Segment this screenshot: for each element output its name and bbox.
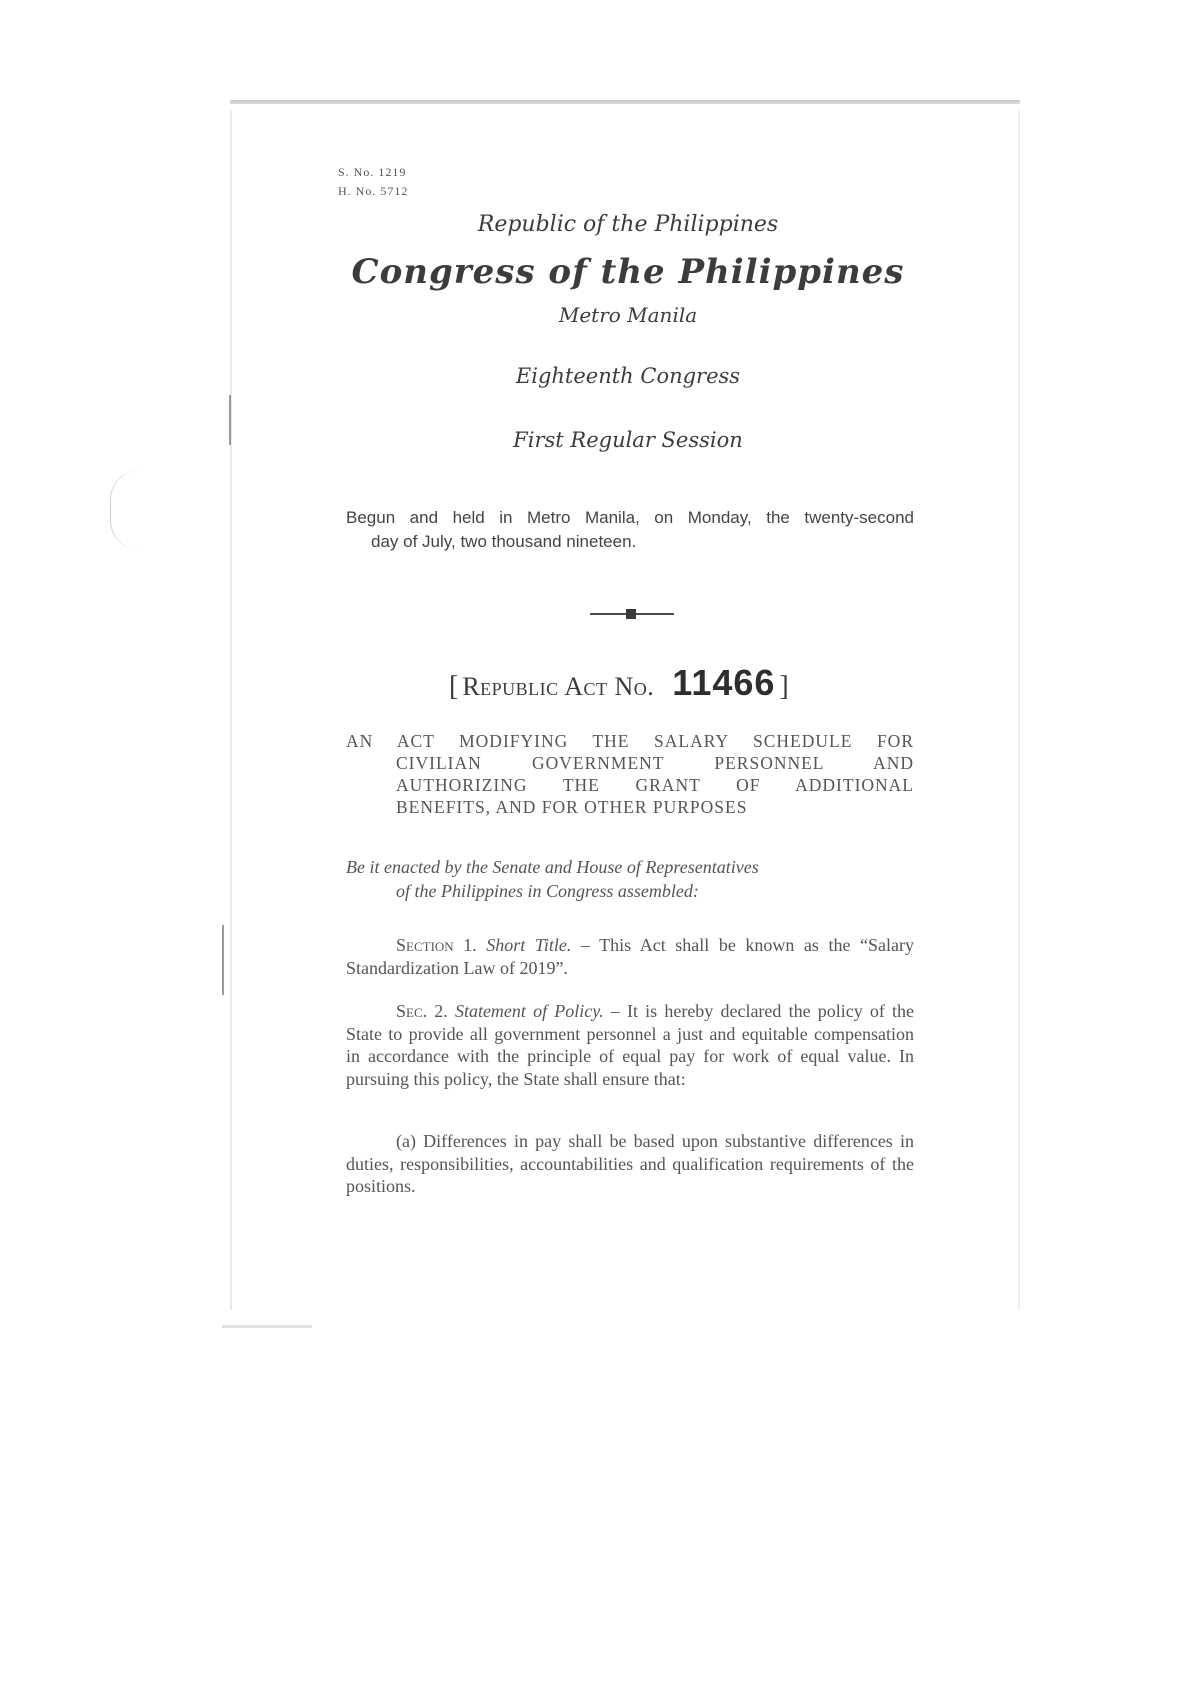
bill-numbers xyxy=(338,163,408,201)
begun-statement xyxy=(346,506,914,554)
act-title xyxy=(346,730,914,818)
section-text: – This Act shall be known as the “Salary Standardization Law of 2019”. xyxy=(346,935,915,978)
scan-margin-mark xyxy=(222,925,224,995)
begun-line: Begun and held in Metro Manila, on Monday, the twenty-second xyxy=(346,508,914,527)
scan-top-edge xyxy=(230,100,1020,104)
section-label: Sec. 2. xyxy=(396,1001,448,1021)
senate-bill-number: S. No. 1219 xyxy=(338,165,407,179)
location-heading: Metro Manila xyxy=(558,303,698,327)
house-bill-number: H. No. 5712 xyxy=(338,184,409,198)
scan-arc-artifact xyxy=(110,470,141,550)
close-bracket: ] xyxy=(779,671,789,702)
scan-right-edge xyxy=(1018,110,1020,1310)
act-title-line: AUTHORIZING THE GRANT OF ADDITIONAL xyxy=(396,775,914,795)
congress-heading: Congress of the Philippines xyxy=(351,252,905,292)
open-bracket: [ xyxy=(449,671,459,702)
republic-heading: Republic of the Philippines xyxy=(477,212,779,237)
enacting-line: of the Philippines in Congress assembled: xyxy=(396,881,699,901)
act-number: 11466 xyxy=(672,662,776,703)
section-label: Section 1. xyxy=(396,935,477,955)
enacting-clause xyxy=(346,855,914,903)
congress-number-heading: Eighteenth Congress xyxy=(515,364,741,388)
section-1 xyxy=(346,934,914,979)
act-title-line: CIVILIAN GOVERNMENT PERSONNEL AND xyxy=(396,753,914,773)
divider-ornament xyxy=(590,609,674,619)
paragraph-a xyxy=(346,1130,914,1198)
section-text: – It is hereby declared the policy of the State to provide all government personnel a just and equitable compensation in accordance with the principle of equal pay for work of equal value. In pursuing this policy, the State shall ensure that: xyxy=(346,1001,914,1089)
scan-bottom-edge xyxy=(222,1325,312,1328)
section-2 xyxy=(346,1000,914,1090)
act-number-heading xyxy=(449,662,869,704)
section-heading: Statement of Policy. xyxy=(454,1001,604,1021)
paragraph-text: (a) Differences in pay shall be based upon substantive differences in duties, responsibilities, accountabilities and qualification requirements of the positions. xyxy=(346,1131,914,1196)
enacting-line: Be it enacted by the Senate and House of Representatives xyxy=(346,857,759,877)
scan-left-edge xyxy=(230,110,232,1310)
act-title-line: AN ACT MODIFYING THE SALARY SCHEDULE FOR xyxy=(346,731,914,751)
act-title-line: BENEFITS, AND FOR OTHER PURPOSES xyxy=(396,797,748,817)
act-label: Republic Act No. xyxy=(462,672,655,701)
section-heading: Short Title. xyxy=(486,935,572,955)
scan-margin-mark xyxy=(229,395,231,445)
begun-line: day of July, two thousand nineteen. xyxy=(371,532,637,551)
session-heading: First Regular Session xyxy=(513,428,743,452)
